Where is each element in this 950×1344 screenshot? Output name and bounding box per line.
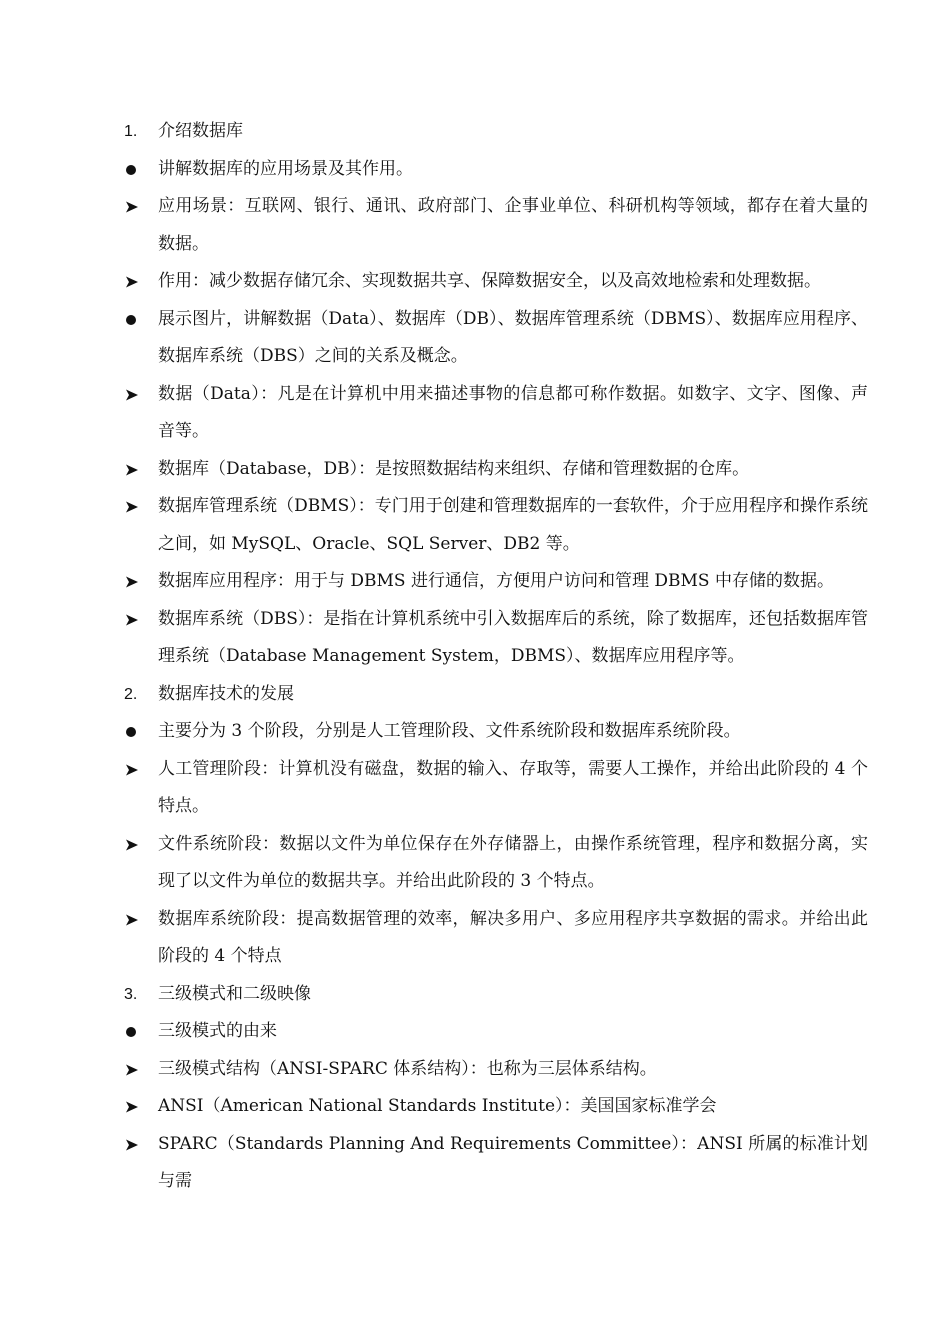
item-text: 数据库系统（DBS）：是指在计算机系统中引入数据库后的系统，除了数据库，还包括数据库管理系统（Database Management System，DBMS）、数据库应用程序等。: [158, 608, 868, 666]
sub-item: [0, 451, 950, 489]
bullet-item: [0, 1013, 950, 1051]
sub-item: [0, 1088, 950, 1126]
list-number: 1.: [124, 123, 138, 140]
bullet-item: [0, 151, 950, 189]
item-text: SPARC（Standards Planning And Requirements Committee）：ANSI 所属的标准计划与需: [158, 1133, 868, 1191]
bullet-item: [0, 713, 950, 751]
section-heading: [0, 676, 950, 714]
sub-item: [0, 601, 950, 676]
item-text: 数据库管理系统（DBMS）：专门用于创建和管理数据库的一套软件，介于应用程序和操作系统之间，如 MySQL、Oracle、SQL Server、DB2 等。: [158, 496, 868, 554]
document-body: [0, 113, 950, 1201]
sub-item: [0, 376, 950, 451]
item-text: 主要分为 3 个阶段，分别是人工管理阶段、文件系统阶段和数据库系统阶段。: [158, 721, 741, 741]
section-heading: [0, 976, 950, 1014]
section-heading: [0, 113, 950, 151]
item-text: 数据（Data）：凡是在计算机中用来描述事物的信息都可称作数据。如数字、文字、图像、声音等。: [158, 383, 868, 441]
item-text: 三级模式和二级映像: [158, 983, 311, 1004]
item-text: 作用：减少数据存储冗余、实现数据共享、保障数据安全，以及高效地检索和处理数据。: [158, 271, 821, 291]
sub-item: [0, 901, 950, 976]
sub-item: [0, 1051, 950, 1089]
item-text: 数据库应用程序：用于与 DBMS 进行通信，方便用户访问和管理 DBMS 中存储的数据。: [158, 571, 834, 591]
item-text: 讲解数据库的应用场景及其作用。: [158, 158, 413, 179]
list-number: 2.: [124, 685, 138, 703]
item-text: 介绍数据库: [158, 121, 243, 141]
item-text: 三级模式结构（ANSI-SPARC 体系结构）：也称为三层体系结构。: [158, 1058, 657, 1079]
item-text: 展示图片，讲解数据（Data）、数据库（DB）、数据库管理系统（DBMS）、数据库应用程序、数据库系统（DBS）之间的关系及概念。: [158, 308, 868, 366]
sub-item: [0, 751, 950, 826]
item-text: 文件系统阶段：数据以文件为单位保存在外存储器上，由操作系统管理，程序和数据分离，实现了以文件为单位的数据共享。并给出此阶段的 3 个特点。: [158, 833, 868, 891]
sub-item: [0, 263, 950, 301]
item-text: 人工管理阶段：计算机没有磁盘，数据的输入、存取等，需要人工操作，并给出此阶段的 4 个特点。: [158, 758, 868, 816]
item-text: 数据库技术的发展: [158, 683, 294, 704]
sub-item: [0, 1126, 950, 1201]
list-number: 3.: [124, 985, 138, 1003]
sub-item: [0, 826, 950, 901]
sub-item: [0, 563, 950, 601]
item-text: ANSI（American National Standards Institute）：美国国家标准学会: [158, 1096, 717, 1116]
item-text: 数据库系统阶段：提高数据管理的效率，解决多用户、多应用程序共享数据的需求。并给出此阶段的 4 个特点: [158, 908, 868, 966]
bullet-item: [0, 301, 950, 376]
sub-item: [0, 488, 950, 563]
item-text: 数据库（Database，DB）：是按照数据结构来组织、存储和管理数据的仓库。: [158, 458, 750, 479]
sub-item: [0, 188, 950, 263]
item-text: 三级模式的由来: [158, 1021, 277, 1041]
item-text: 应用场景：互联网、银行、通讯、政府部门、企事业单位、科研机构等领域，都存在着大量的数据。: [158, 196, 868, 254]
